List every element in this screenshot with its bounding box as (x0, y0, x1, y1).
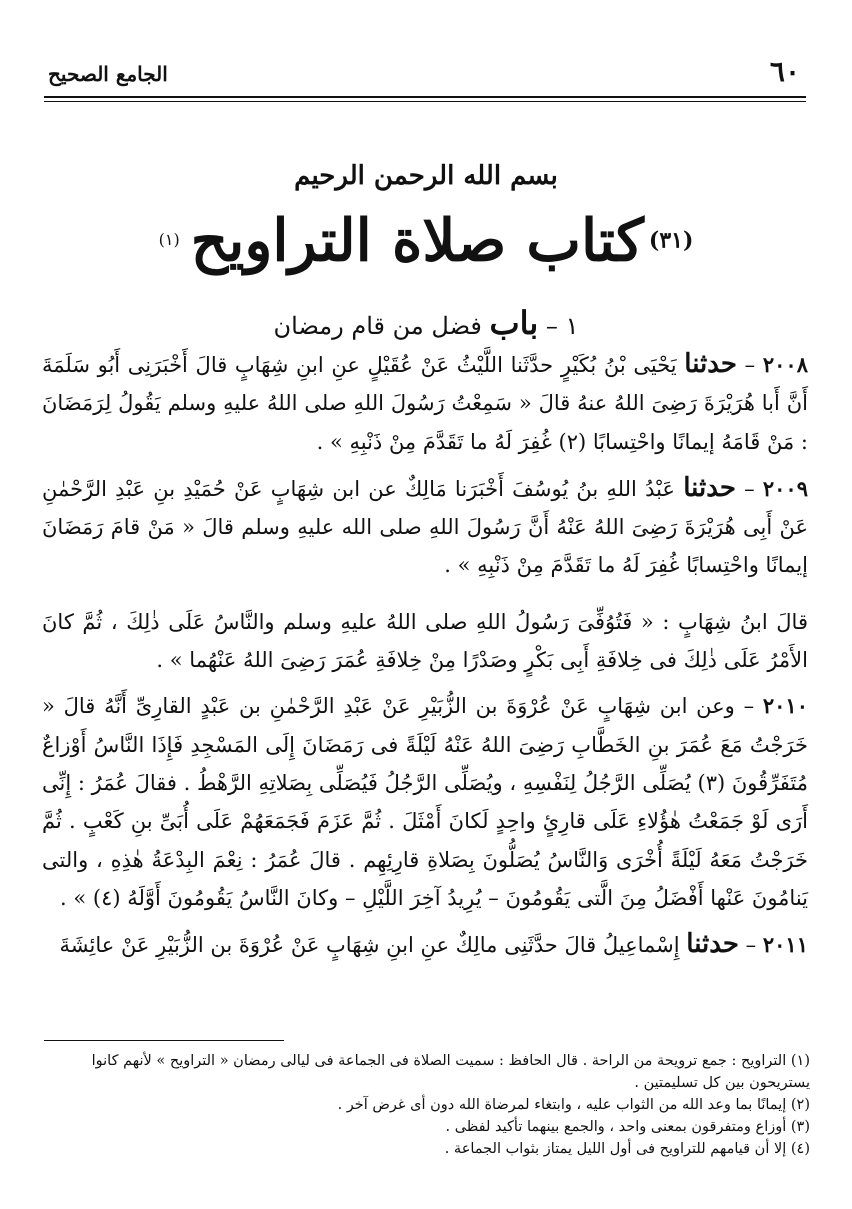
book-number: (٣١) (648, 227, 694, 254)
hadith-text: – وعن ابن شِهَابٍ عَنْ عُرْوَةَ بن الزُّبَيْرِ عَنْ عَبْدِ الرَّحْمٰنِ بن عَبْدٍ القارِىِّ أَنَّهُ قالَ « خَرَجْتُ مَعَ عُمَرَ بنِ الخَطَّابِ رَضِىَ اللهُ عَنْهُ لَيْلَةً فى رَمَضَانَ إِلَى المَسْجِدِ فَإِذَا النَّاسُ أَوْزاعٌ مُتَفَرِّقُونَ (٣) يُصَلِّى الرَّجُلُ لِنَفْسِهِ ، ويُصَلِّى الرَّجُلُ فَيُصَلِّى بِصَلاتِهِ الرَّهْطُ . فقالَ عُمَرُ : إِنِّى أَرَى لَوْ جَمَعْتُ هٰؤُلاءِ عَلَى قارِئٍ واحِدٍ لَكانَ أَمْثَلَ . ثُمَّ عَزَمَ فَجَمَعَهُمْ عَلَى أُبَىِّ بنِ كَعْبٍ . ثُمَّ خَرَجْتُ مَعَهُ لَيْلَةً أُخْرَى وَالنَّاسُ يُصَلُّونَ بِصَلاةِ قارِئِهِم . قالَ عُمَرُ : نِعْمَ البِدْعَةُ هٰذِهِ ، والتى يَنامُونَ عَنْها أَفْضَلُ مِنَ الَّتى يَقُومُونَ – يُرِيدُ آخِرَ اللَّيْلِ – وكانَ النَّاسُ يَقُومُونَ أَوَّلَهُ (٤) » . (42, 694, 808, 910)
chapter-title: فضل من قام رمضان (273, 312, 482, 340)
book-title: كتاب صلاة التراويح (190, 206, 644, 275)
hadith-2008: ٢٠٠٨ – حدثنا يَحْيَى بْنُ بُكَيْرٍ حدَّثَنا اللَّيْثُ عَنْ عُقَيْلٍ عنِ ابنِ شِهَابٍ قالَ أَخْبَرَنِى أَبُو سَلَمَةَ أَنَّ أَبا هُرَيْرَةَ رَضِىَ اللهُ عنهُ قالَ « سَمِعْتُ رَسُولَ اللهِ صلى اللهُ عليهِ وسلم يَقُولُ لِرَمَضَانَ : مَنْ قَامَهُ إيمانًا واحْتِسابًا (٢) غُفِرَ لَهُ ما تَقَدَّمَ مِنْ ذَنْبِهِ » . (42, 349, 808, 454)
hadith-number: ٢٠٠٩ (762, 475, 808, 501)
footnote-4: (٤) إلا أن قيامهم للتراويح فى أول الليل يمتاز بثواب الجماعة . (444, 1141, 810, 1157)
book-heading (0, 200, 852, 281)
haddathana-word: حدثنا (683, 472, 736, 503)
footnote-2: (٢) إيمانًا بما وعد الله من الثواب عليه ، وابتغاء لمرضاة الله دون أى غرض آخر . (337, 1097, 810, 1113)
hadith-2010 (42, 687, 808, 917)
footnote-1: (١) التراويح : جمع ترويحة من الراحة . قال الحافظ : سميت الصلاة فى الجماعة فى ليالى رمضان « التراويح » لأنهم كانوا يستريحون بين كل تسليمتين . (91, 1053, 810, 1091)
page-number: ٦٠ (769, 55, 800, 88)
chapter-heading (0, 303, 852, 346)
footnote-3: (٣) أوزاع ومتفرقون بمعنى واحد ، والجمع بينهما تأكيد لفظى . (445, 1119, 810, 1135)
header-rule (44, 96, 806, 98)
hadith-text: إِسْماعِيلُ قالَ حدَّثَنِى مالِكٌ عنِ ابنِ شِهَابٍ عَنْ عُرْوَةَ بن الزُّبَيْرِ عَنْ عائِشَةَ (59, 933, 680, 958)
hadith-text: يَحْيَى بْنُ بُكَيْرٍ حدَّثَنا اللَّيْثُ عَنْ عُقَيْلٍ عنِ ابنِ شِهَابٍ قالَ أَخْبَرَنِى أَبُو سَلَمَةَ أَنَّ أَبا هُرَيْرَةَ رَضِىَ اللهُ عنهُ قالَ « سَمِعْتُ رَسُولَ اللهِ صلى اللهُ عليهِ وسلم يَقُولُ لِرَمَضَانَ : مَنْ قَامَهُ إيمانًا واحْتِسابًا (٢) غُفِرَ لَهُ ما تَقَدَّمَ مِنْ ذَنْبِهِ » . (42, 353, 808, 454)
ibn-shihab-paragraph: قالَ ابنُ شِهَابٍ : « فَتُوُفِّىَ رَسُولُ اللهِ صلى اللهُ عليهِ وسلم والنَّاسُ عَلَى ذٰلِكَ ، ثُمَّ كانَ الأَمْرُ عَلَى ذٰلِكَ فى خِلافَةِ أَبِى بَكْرٍ وصَدْرًا مِنْ خِلافَةِ عُمَرَ رَضِىَ اللهُ عَنْهُما » . (42, 609, 808, 673)
hadith-2009: ٢٠٠٩ – حدثنا عَبْدُ اللهِ بنُ يُوسُفَ أَخْبَرَنا مَالِكٌ عن ابن شِهَابٍ عَنْ حُمَيْدِ بنِ عَبْدِ الرَّحْمٰنِ عَنْ أَبِى هُرَيْرَةَ رَضِىَ اللهُ عَنْهُ أَنَّ رَسُولَ اللهِ صلى الله عليهِ وسلم قالَ « مَنْ قامَ رَمَضَانَ إيمانًا واحْتِسابًا غُفِرَ لَهُ ما تَقَدَّمَ مِنْ ذَنْبِهِ » . (42, 472, 808, 578)
hadith-text: عَبْدُ اللهِ بنُ يُوسُفَ أَخْبَرَنا مَالِكٌ عن ابن شِهَابٍ عَنْ حُمَيْدِ بنِ عَبْدِ الرَّحْمٰنِ عَنْ أَبِى هُرَيْرَةَ رَضِىَ اللهُ عَنْهُ أَنَّ رَسُولَ اللهِ صلى الله عليهِ وسلم قالَ « مَنْ قامَ رَمَضَانَ إيمانًا واحْتِسابًا غُفِرَ لَهُ ما تَقَدَّمَ مِنْ ذَنْبِهِ » . (42, 476, 808, 578)
hadith-number: ٢٠١٠ (762, 693, 808, 719)
footnotes (40, 1050, 810, 1160)
chapter-number: ١ – (545, 312, 579, 340)
hadith-2011: ٢٠١١ – حدثنا إِسْماعِيلُ قالَ حدَّثَنِى مالِكٌ عنِ ابنِ شِهَابٍ عَنْ عُرْوَةَ بن الزُّبَيْرِ عَنْ عائِشَةَ (59, 929, 808, 960)
header-rule-thin (44, 101, 806, 102)
running-header (44, 52, 806, 98)
chapter-bab-label: باب (489, 304, 539, 342)
haddathana-word: حدثنا (686, 929, 739, 960)
hadith-number: ٢٠١١ (762, 932, 808, 958)
hadith-number: ٢٠٠٨ (762, 352, 808, 377)
footnote-rule (44, 1040, 284, 1041)
book-title-footnote-ref: (١) (158, 230, 180, 249)
running-book-title: الجامع الصحيح (48, 62, 168, 86)
basmala: بسم الله الرحمن الرحيم (294, 161, 558, 191)
haddathana-word: حدثنا (684, 349, 738, 379)
body-text (42, 345, 808, 982)
